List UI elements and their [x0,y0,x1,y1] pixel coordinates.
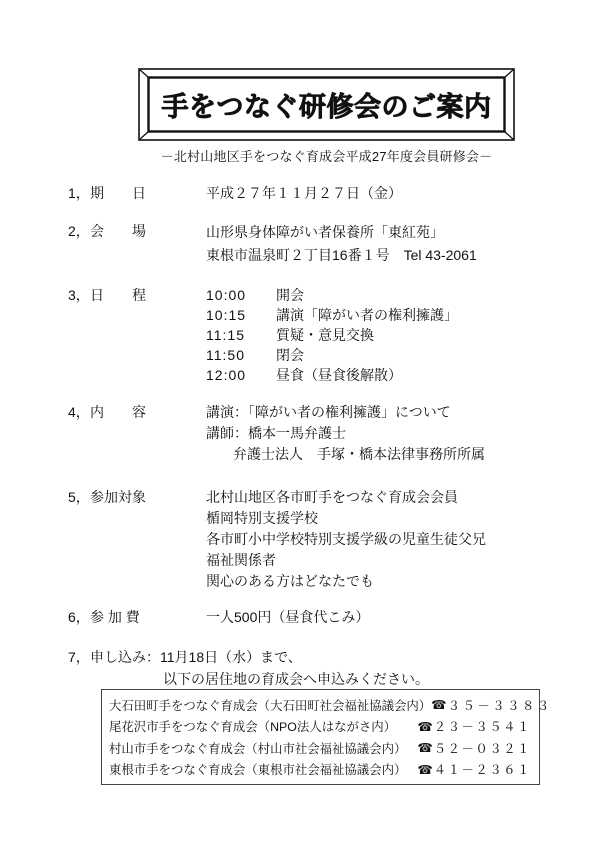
schedule-event: 昼食（昼食後解散） [276,367,402,383]
lecturer-name: 講師：橋本一馬弁護士 [206,425,346,441]
audience-line: 各市町小中学校特別支援学級の児童生徒父兄 [206,531,486,547]
item-label: 期 日 [90,185,146,201]
schedule-row [206,325,458,345]
item-label: 参加対象 [90,489,146,505]
org-name: 大石田町手をつなぐ育成会（大石田町社会福祉協議会内） [109,698,432,713]
schedule-row [206,345,458,365]
table-row [109,696,552,714]
phone-number: ５２－０３２１ [433,741,531,756]
schedule-time: 11:50 [206,347,245,363]
schedule-row [206,305,458,325]
org-name: 村山市手をつなぐ育成会（村山市社会福祉協議会内） [109,741,407,756]
phone-number: ４１－２３６１ [433,763,531,778]
lecturer-affiliation: 弁護士法人 手塚・橋本法律事務所所属 [233,446,485,462]
venue-name: 山形県身体障がい者保養所「東紅苑」 [206,224,444,240]
item-number: 2， [68,223,90,239]
document-subtitle: －北村山地区手をつなぐ育成会平成27年度会員研修会－ [160,149,493,164]
org-name: 東根市手をつなぐ育成会（東根市社会福祉協議会内） [109,763,407,778]
table-row [109,739,531,757]
item-date [68,183,402,203]
audience-line: 関心のある方はどなたでも [206,573,374,589]
phone-icon: ☎ [431,698,447,713]
item-audience [68,487,486,592]
schedule-event: 講演「障がい者の権利擁護」 [276,307,458,323]
item-contents [68,402,485,465]
item-label: 参 加 費 [90,609,140,625]
schedule-time: 10:00 [206,287,247,303]
item-number: 5， [68,489,90,505]
audience-line: 楯岡特別支援学校 [206,510,318,526]
audience-line: 福祉関係者 [206,552,276,568]
schedule-row [206,365,458,385]
item-number: 1， [68,185,90,201]
schedule-row [206,285,458,305]
org-name: 尾花沢市手をつなぐ育成会（NPO法人はながさ内） [109,720,397,735]
item-number: 7， [68,649,90,665]
schedule-time: 12:00 [206,367,247,383]
item-label: 内 容 [90,404,146,420]
item-fee [68,607,369,627]
date-value: 平成２７年１１月２７日（金） [206,185,402,201]
fee-value: 一人500円（昼食代こみ） [206,609,370,625]
item-venue [68,221,477,267]
item-label: 日 程 [90,287,146,303]
application-deadline: 申し込み：11月18日（水）まで、 [90,649,302,665]
schedule-time: 10:15 [206,307,247,323]
table-row [109,760,531,778]
contact-table [101,689,552,785]
schedule-event: 閉会 [276,347,304,363]
schedule-event: 質疑・意見交換 [276,327,374,343]
item-program [68,285,458,385]
item-label: 会 場 [90,223,146,239]
document-title: 手をつなぐ研修会のご案内 [161,92,492,122]
phone-number: ３５－３３８３ [447,698,552,713]
title-frame [138,68,515,141]
phone-icon: ☎ [417,719,433,734]
phone-icon: ☎ [417,762,433,777]
item-number: 6， [68,609,90,625]
phone-icon: ☎ [417,741,433,756]
application-instruction: 以下の居住地の育成会へ申込みください。 [163,671,429,687]
venue-address: 東根市温泉町２丁目16番１号 Tel 43-2061 [206,247,477,263]
schedule-time: 11:15 [206,327,245,343]
lecture-title: 講演：「障がい者の権利擁護」について [206,404,451,420]
item-number: 4， [68,404,90,420]
audience-line: 北村山地区各市町手をつなぐ育成会会員 [206,489,458,505]
table-row [109,717,531,735]
phone-number: ２３－３５４１ [433,720,531,735]
item-number: 3， [68,287,90,303]
item-application [68,647,429,690]
schedule-event: 開会 [276,287,304,303]
